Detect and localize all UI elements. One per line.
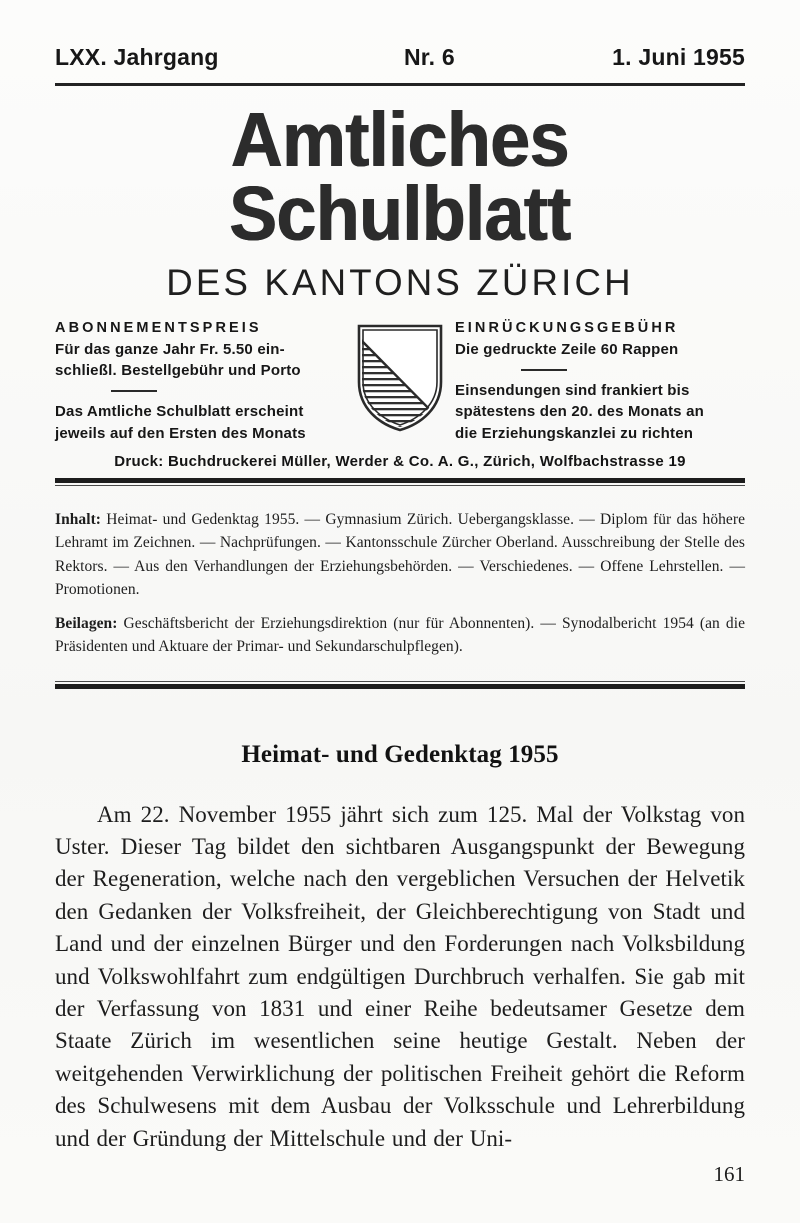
insertion-fee-block — [455, 320, 745, 444]
article-title: Heimat- und Gedenktag 1955 — [241, 740, 559, 768]
submission-note-line-3: die Erziehungskanzlei zu richten — [455, 424, 694, 442]
contents-inhalt — [55, 508, 745, 601]
submission-note-line-1: Einsendungen sind frankiert bis — [455, 382, 690, 400]
header-divider-rule — [55, 83, 745, 86]
issue-date-label: 1. Juni 1955 — [612, 44, 745, 70]
publication-frequency-line-2: jeweils auf den Ersten des Monats — [55, 424, 306, 442]
submission-note-line-2: spätestens den 20. des Monats an — [455, 403, 704, 421]
contents-beilagen — [55, 612, 745, 659]
contents-inhalt-label: Inhalt: — [55, 511, 102, 528]
imprint-thick-rule — [55, 478, 745, 483]
publication-frequency-line-1: Das Amtliche Schulblatt erscheint — [55, 403, 304, 421]
article-body-paragraph: Am 22. November 1955 jährt sich zum 125. Mal der Volkstag von Uster. Dieser Tag bildet den sichtbaren Ausgangspunkt der Bewegung der Regeneration, welche nach den vergeblichen Versuchen der Helvetik den Gedanken der Volksfreiheit, der Gleichberechtigung von Stadt und Land und der einzelnen Bürger und den Forderungen nach Volksbildung und Volkswohlfahrt zum endgültigen Durchbruch verhalfen. Sie gab mit der Verfassung von 1831 und einer Reihe bedeutsamer Gesetze dem Staate Zürich im wesentlichen seine heutige Gestalt. Neben der weitgehenden Verwirklichung der politischen Freiheit gehört die Reform des Schulwesens mit dem Ausbau der Volksschule und Lehrerbildung und der Gründung der Mittelschule und der Uni- — [55, 801, 745, 1151]
imprint-hairline-rule — [55, 485, 745, 486]
subscription-block — [55, 320, 345, 444]
subscription-heading: ABONNEMENTSPREIS — [55, 319, 262, 336]
contents-section — [55, 508, 745, 659]
insertion-divider — [521, 369, 567, 371]
printer-imprint: Druck: Buchdruckerei Müller, Werder & Co. A. G., Zürich, Wolfbachstrasse 19 — [114, 453, 686, 470]
contents-beilagen-label: Beilagen: — [55, 615, 118, 632]
page-number: 161 — [713, 1162, 745, 1186]
publication-subtitle: DES KANTONS ZÜRICH — [166, 261, 634, 303]
contents-thick-rule — [55, 684, 745, 689]
publication-title: Amtliches Schulblatt — [229, 97, 571, 257]
masthead-header-row — [55, 0, 745, 71]
volume-label: LXX. Jahrgang — [55, 44, 219, 70]
imprint-rule-group — [55, 478, 745, 486]
masthead-info-grid — [55, 320, 745, 444]
contents-beilagen-text: Geschäftsbericht der Erziehungsdirektion (nur für Abonnenten). — Synodalbericht 1954 (an die Präsidenten und Aktuare der Primar- und Sekundarschulpflegen). — [55, 615, 745, 656]
insertion-fee-line: Die gedruckte Zeile 60 Rappen — [455, 340, 679, 358]
contents-inhalt-text: Heimat- und Gedenktag 1955. — Gymnasium Zürich. Uebergangsklasse. — Diplom für das höhere Lehramt im Zeichnen. — Nachprüfungen. — Kantonsschule Zürcher Oberland. Ausschreibung der Stelle des Rektors. — Aus den Verhandlungen der Erziehungsbehörden. — Verschiedenes. — Offene Lehrstellen. — Promotionen. — [55, 511, 745, 598]
subscription-price-line-2: schließl. Bestellgebühr und Porto — [55, 362, 301, 380]
subscription-divider — [111, 390, 157, 392]
subscription-price-line-1: Für das ganze Jahr Fr. 5.50 ein- — [55, 340, 285, 358]
issue-number-label: Nr. 6 — [403, 44, 455, 70]
contents-rule-group — [55, 681, 745, 689]
zurich-coat-of-arms-icon — [357, 324, 443, 437]
insertion-fee-heading: EINRÜCKUNGSGEBÜHR — [455, 319, 679, 336]
contents-hairline-rule — [55, 681, 745, 682]
